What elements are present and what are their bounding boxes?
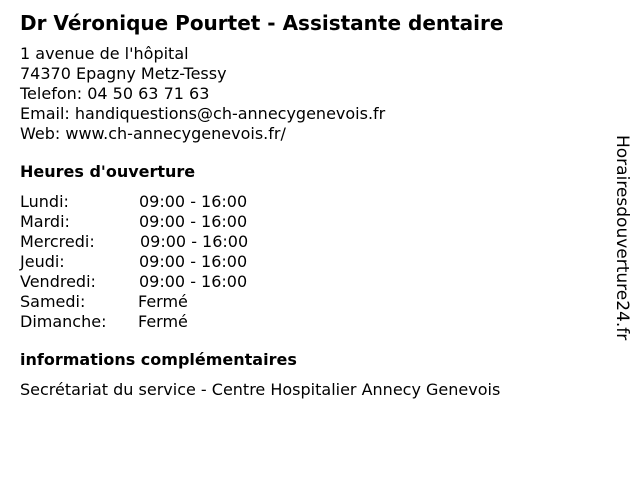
hours-time: Fermé xyxy=(138,312,188,331)
hours-day: Vendredi: xyxy=(20,272,96,291)
hours-row-sunday xyxy=(20,312,610,332)
info-text: Secrétariat du service - Centre Hospitalier Annecy Genevois xyxy=(20,380,501,399)
address-city: 74370 Epagny Metz-Tessy xyxy=(20,64,227,83)
hours-time: 09:00 - 16:00 xyxy=(139,252,248,271)
hours-day: Mardi: xyxy=(20,212,70,231)
hours-time: 09:00 - 16:00 xyxy=(139,272,248,291)
info-heading: informations complémentaires xyxy=(20,350,297,369)
hours-row-friday xyxy=(20,272,610,292)
contact-block xyxy=(20,44,610,144)
hours-row-tuesday xyxy=(20,212,610,232)
hours-day: Mercredi: xyxy=(20,232,95,251)
email-line: Email: handiquestions@ch-annecygenevois.fr xyxy=(20,104,386,123)
hours-row-saturday xyxy=(20,292,610,312)
business-card xyxy=(20,10,610,400)
hours-heading: Heures d'ouverture xyxy=(20,162,196,181)
hours-time: 09:00 - 16:00 xyxy=(139,192,248,211)
hours-day: Dimanche: xyxy=(20,312,107,331)
hours-time: 09:00 - 16:00 xyxy=(140,232,249,251)
web-line: Web: www.ch-annecygenevois.fr/ xyxy=(20,124,286,143)
page-title: Dr Véronique Pourtet - Assistante dentaire xyxy=(20,11,504,35)
hours-day: Lundi: xyxy=(20,192,69,211)
hours-table xyxy=(20,192,610,332)
hours-day: Samedi: xyxy=(20,292,86,311)
hours-row-wednesday xyxy=(20,232,610,252)
address-street: 1 avenue de l'hôpital xyxy=(20,44,189,63)
hours-time: Fermé xyxy=(138,292,188,311)
brand-watermark: Horairesdouverture24.fr xyxy=(612,135,632,341)
hours-row-thursday xyxy=(20,252,610,272)
phone-line: Telefon: 04 50 63 71 63 xyxy=(20,84,210,103)
hours-day: Jeudi: xyxy=(20,252,65,271)
hours-row-monday xyxy=(20,192,610,212)
hours-time: 09:00 - 16:00 xyxy=(139,212,248,231)
